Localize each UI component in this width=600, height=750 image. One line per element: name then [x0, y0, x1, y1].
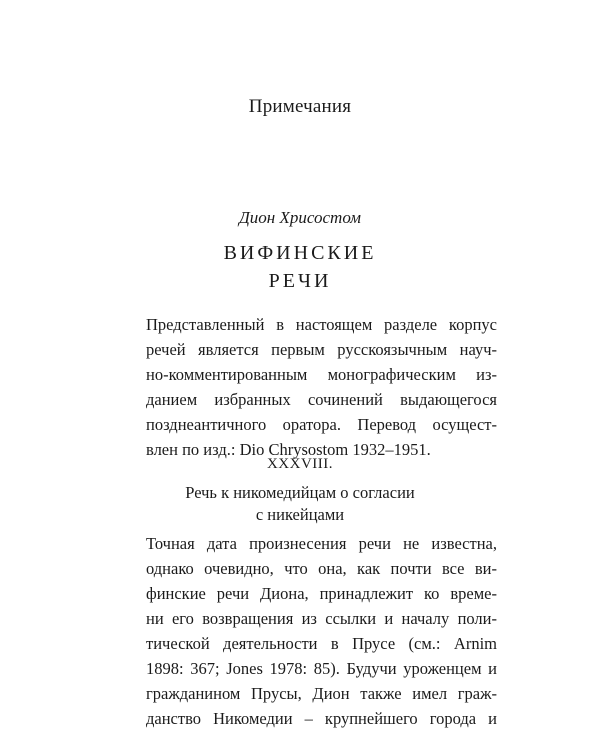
text-line: влен по изд.: Dio Chrysostom 1932–1951.	[146, 440, 431, 459]
text-line: 1898: 367; Jones 1978: 85). Будучи уроженцем и	[146, 659, 497, 678]
text-line: однако очевидно, что она, как почти все ви-	[146, 559, 497, 578]
text-line: данием избранных сочинений выдающегося	[146, 390, 497, 409]
text-line: речей является первым русскоязычным науч-	[146, 340, 497, 359]
work-title	[0, 239, 600, 295]
work-title-line: РЕЧИ	[268, 270, 332, 292]
speech-paragraph	[146, 531, 497, 731]
speech-title-line: Речь к никомедийцам о согласии	[185, 483, 415, 502]
speech-number: XXXVIII.	[266, 456, 334, 472]
text-line: гражданином Прусы, Дион также имел граж-	[146, 684, 497, 703]
text-line: тической деятельности в Прусе (см.: Arnim	[146, 634, 497, 653]
text-line: данство Никомедии – крупнейшего города и	[146, 709, 497, 728]
intro-paragraph	[146, 312, 497, 462]
speech-title-line: с никейцами	[255, 505, 345, 524]
text-line: но-комментированным монографическим из-	[146, 365, 497, 384]
work-title-line: ВИФИНСКИЕ	[223, 242, 377, 264]
text-line: позднеантичного оратора. Перевод осущест-	[146, 415, 497, 434]
text-line: финские речи Диона, принадлежит ко време-	[146, 584, 497, 603]
text-line: Точная дата произнесения речи не известна,	[146, 534, 497, 553]
text-line: ни его возвращения из ссылки и началу поли-	[146, 609, 497, 628]
text-line: Представленный в настоящем разделе корпус	[146, 315, 497, 334]
section-title: Примечания	[248, 96, 352, 117]
speech-title	[0, 482, 600, 526]
author-name: Дион Хрисостом	[238, 208, 362, 227]
